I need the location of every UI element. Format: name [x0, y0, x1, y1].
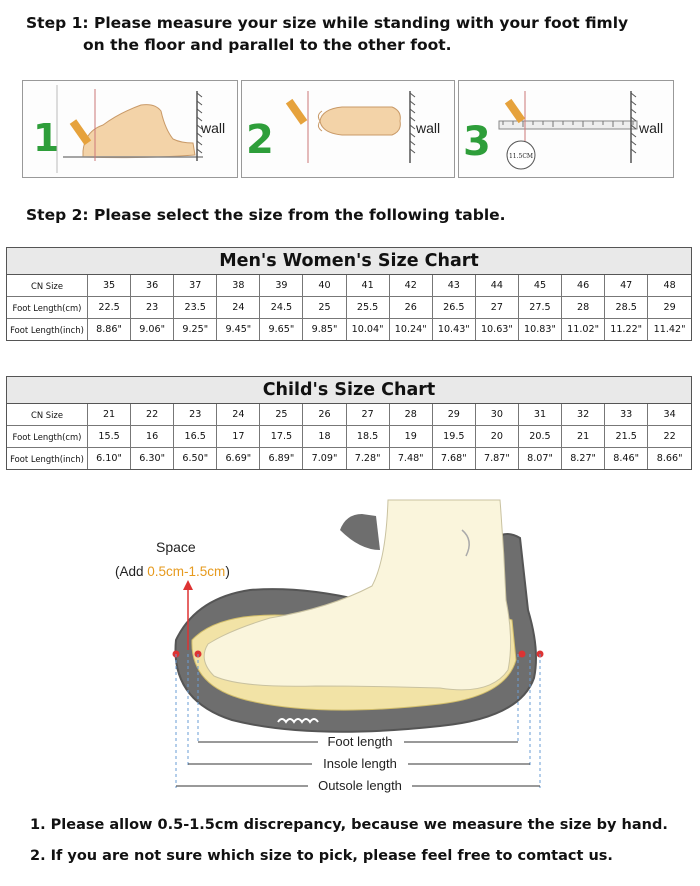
adult-cell: 27: [475, 297, 518, 319]
adult-cell: 35: [88, 275, 131, 297]
step1-line2: on the floor and parallel to the other foot.: [83, 36, 452, 54]
child-cell: 21.5: [605, 426, 648, 448]
foot-length-label: Foot length: [327, 734, 393, 749]
adult-row-cn-size: [7, 275, 691, 297]
adult-cell: 10.24": [389, 319, 432, 341]
adult-cell: 9.85": [303, 319, 346, 341]
child-row-cm: [7, 426, 691, 448]
adult-cell: 40: [303, 275, 346, 297]
adult-cell: 23.5: [174, 297, 217, 319]
adult-cell: 11.22": [605, 319, 648, 341]
child-cell: 6.69": [217, 448, 260, 470]
note-contact: 2. If you are not sure which size to pick, please feel free to comtact us.: [30, 848, 613, 864]
adult-cell: 38: [217, 275, 260, 297]
child-cell: 32: [562, 404, 605, 426]
child-cell: 8.07": [518, 448, 561, 470]
adult-cell: 9.65": [260, 319, 303, 341]
child-cell: 25: [260, 404, 303, 426]
child-cell: 17.5: [260, 426, 303, 448]
measure-panel-1: [22, 80, 238, 178]
adult-size-chart: [6, 247, 692, 341]
step2-instruction: Step 2: Please select the size from the following table.: [26, 206, 506, 224]
child-cell: 22: [131, 404, 174, 426]
adult-cell: 23: [131, 297, 174, 319]
child-cell: 6.10": [88, 448, 131, 470]
child-cell: 20: [475, 426, 518, 448]
note-discrepancy: 1. Please allow 0.5-1.5cm discrepancy, because we measure the size by hand.: [30, 817, 668, 833]
step1-line1: Step 1: Please measure your size while standing with your foot fimly: [26, 14, 629, 32]
insole-length-label: Insole length: [323, 756, 397, 771]
adult-cell: 41: [346, 275, 389, 297]
outsole-length-label: Outsole length: [318, 778, 402, 793]
child-cell: 16: [131, 426, 174, 448]
child-cell: 24: [217, 404, 260, 426]
adult-cell: 46: [562, 275, 605, 297]
child-row-cn-size: [7, 404, 691, 426]
step1-instruction: [26, 12, 628, 56]
child-cell: 21: [88, 404, 131, 426]
wall-label-3: wall: [639, 120, 664, 136]
child-cell: 19.5: [432, 426, 475, 448]
child-cell: 7.87": [475, 448, 518, 470]
child-cell: 8.27": [562, 448, 605, 470]
child-cell: 7.28": [346, 448, 389, 470]
adult-cell: 8.86": [88, 319, 131, 341]
child-cell: 27: [346, 404, 389, 426]
child-cell: 31: [518, 404, 561, 426]
adult-cell: 26: [389, 297, 432, 319]
child-cell: 18.5: [346, 426, 389, 448]
measure-panel-2: [241, 80, 455, 178]
adult-cell: 10.83": [518, 319, 561, 341]
adult-cell: 10.43": [432, 319, 475, 341]
child-cell: 17: [217, 426, 260, 448]
child-cell: 6.30": [131, 448, 174, 470]
child-cell: 6.50": [174, 448, 217, 470]
measure-panel-3: [458, 80, 674, 178]
child-cell: 21: [562, 426, 605, 448]
child-cell: 29: [432, 404, 475, 426]
adult-cell: 47: [605, 275, 648, 297]
add-range-label: (Add 0.5cm-1.5cm): [115, 564, 230, 579]
adult-row-cm: [7, 297, 691, 319]
space-label: Space: [156, 539, 196, 555]
child-cell: 28: [389, 404, 432, 426]
adult-cell: 10.04": [346, 319, 389, 341]
panel-number-3: 3: [463, 119, 491, 165]
adult-cell: 9.25": [174, 319, 217, 341]
adult-cell: 39: [260, 275, 303, 297]
adult-row-label: Foot Length(cm): [7, 297, 88, 319]
child-cell: 23: [174, 404, 217, 426]
adult-cell: 9.06": [131, 319, 174, 341]
child-cell: 8.66": [648, 448, 691, 470]
adult-chart-title: Men's Women's Size Chart: [7, 248, 691, 275]
adult-cell: 25: [303, 297, 346, 319]
child-cell: 34: [648, 404, 691, 426]
adult-cell: 24.5: [260, 297, 303, 319]
adult-cell: 10.63": [475, 319, 518, 341]
child-cell: 7.09": [303, 448, 346, 470]
child-cell: 6.89": [260, 448, 303, 470]
adult-cell: 11.42": [648, 319, 691, 341]
child-cell: 7.48": [389, 448, 432, 470]
adult-cell: 44: [475, 275, 518, 297]
panel-number-2: 2: [246, 117, 274, 163]
child-cell: 19: [389, 426, 432, 448]
adult-cell: 36: [131, 275, 174, 297]
child-cell: 7.68": [432, 448, 475, 470]
child-cell: 26: [303, 404, 346, 426]
child-row-label: CN Size: [7, 404, 88, 426]
adult-cell: 29: [648, 297, 691, 319]
adult-cell: 9.45": [217, 319, 260, 341]
wall-label-2: wall: [416, 120, 441, 136]
panel-number-1: 1: [33, 116, 60, 160]
child-chart-title: Child's Size Chart: [7, 377, 691, 404]
child-cell: 22: [648, 426, 691, 448]
child-cell: 33: [605, 404, 648, 426]
child-cell: 8.46": [605, 448, 648, 470]
adult-cell: 27.5: [518, 297, 561, 319]
adult-cell: 28.5: [605, 297, 648, 319]
adult-cell: 11.02": [562, 319, 605, 341]
shoe-fit-diagram: [0, 490, 700, 806]
adult-row-inch: [7, 319, 691, 341]
wall-label-1: wall: [201, 120, 226, 136]
adult-cell: 43: [432, 275, 475, 297]
adult-size-table: [7, 275, 691, 340]
adult-cell: 48: [648, 275, 691, 297]
child-cell: 30: [475, 404, 518, 426]
child-size-table: [7, 404, 691, 469]
adult-cell: 28: [562, 297, 605, 319]
adult-row-label: Foot Length(inch): [7, 319, 88, 341]
child-row-label: Foot Length(inch): [7, 448, 88, 470]
child-cell: 20.5: [518, 426, 561, 448]
adult-cell: 26.5: [432, 297, 475, 319]
adult-cell: 24: [217, 297, 260, 319]
child-row-inch: [7, 448, 691, 470]
child-cell: 16.5: [174, 426, 217, 448]
adult-cell: 25.5: [346, 297, 389, 319]
adult-cell: 37: [174, 275, 217, 297]
adult-cell: 45: [518, 275, 561, 297]
child-size-chart: [6, 376, 692, 470]
adult-cell: 22.5: [88, 297, 131, 319]
child-cell: 15.5: [88, 426, 131, 448]
ruler-tag: 11.5CM: [508, 153, 534, 160]
adult-cell: 42: [389, 275, 432, 297]
child-cell: 18: [303, 426, 346, 448]
adult-row-label: CN Size: [7, 275, 88, 297]
child-row-label: Foot Length(cm): [7, 426, 88, 448]
